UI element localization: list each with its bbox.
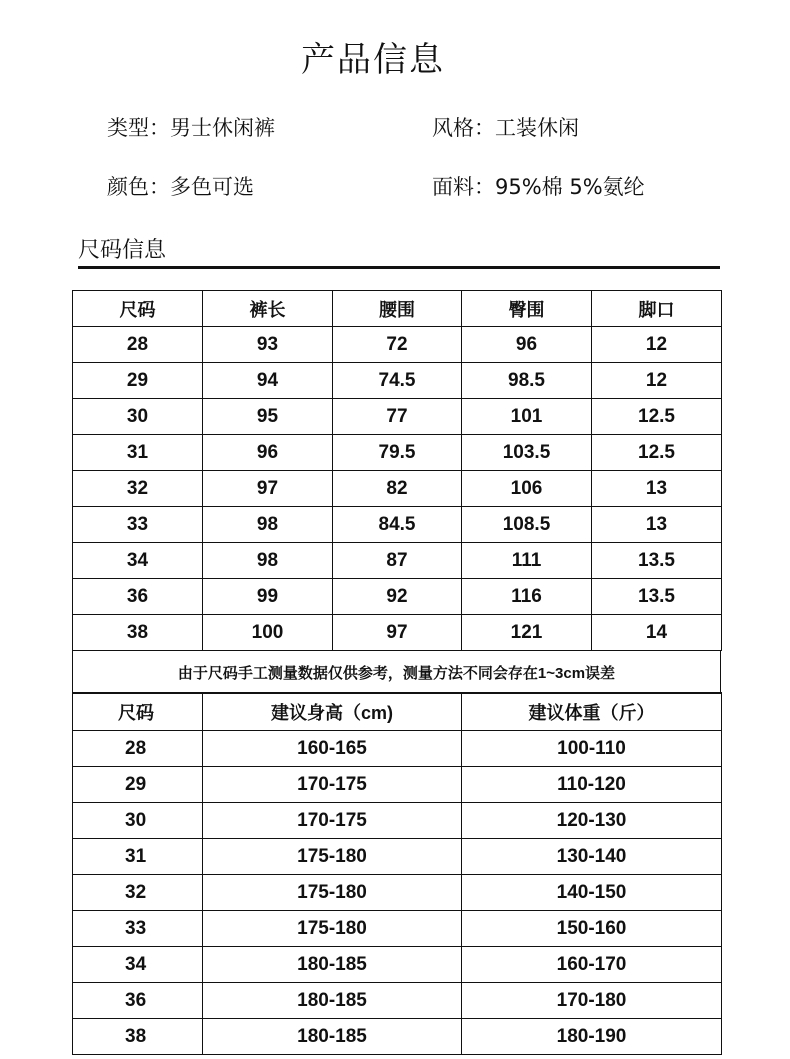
cell-hip: 121 — [462, 615, 592, 651]
cell-size: 33 — [73, 911, 203, 947]
cell-weight: 100-110 — [462, 731, 722, 767]
cell-height: 180-185 — [203, 983, 462, 1019]
cell-height: 175-180 — [203, 911, 462, 947]
size-header-size: 尺码 — [73, 291, 203, 327]
rec-header-size: 尺码 — [73, 693, 203, 731]
cell-height: 170-175 — [203, 803, 462, 839]
cell-size: 38 — [73, 615, 203, 651]
cell-hip: 103.5 — [462, 435, 592, 471]
cell-hip: 106 — [462, 471, 592, 507]
table-row — [73, 471, 722, 507]
cell-length: 93 — [203, 327, 333, 363]
cell-weight: 170-180 — [462, 983, 722, 1019]
cell-weight: 150-160 — [462, 911, 722, 947]
cell-hip: 111 — [462, 543, 592, 579]
table-row — [73, 435, 722, 471]
cell-hem: 13 — [592, 507, 722, 543]
table-row — [73, 731, 722, 767]
table-row — [73, 579, 722, 615]
cell-size: 30 — [73, 803, 203, 839]
table-row — [73, 839, 722, 875]
table-row — [73, 363, 722, 399]
cell-height: 180-185 — [203, 947, 462, 983]
size-header-hip: 臀围 — [462, 291, 592, 327]
rec-header-weight: 建议体重（斤） — [462, 693, 722, 731]
cell-length: 99 — [203, 579, 333, 615]
recommend-table-header-row — [73, 693, 722, 731]
table-row — [73, 803, 722, 839]
rec-header-height: 建议身高（cm) — [203, 693, 462, 731]
info-type: 类型：男士休闲裤 — [107, 116, 275, 140]
cell-height: 170-175 — [203, 767, 462, 803]
cell-hem: 13 — [592, 471, 722, 507]
section-title: 尺码信息 — [78, 233, 720, 269]
size-header-hem: 脚口 — [592, 291, 722, 327]
cell-size: 36 — [73, 983, 203, 1019]
cell-size: 28 — [73, 731, 203, 767]
cell-hem: 12 — [592, 327, 722, 363]
size-table-header-row — [73, 291, 722, 327]
cell-size: 28 — [73, 327, 203, 363]
cell-hip: 101 — [462, 399, 592, 435]
cell-hip: 98.5 — [462, 363, 592, 399]
cell-waist: 82 — [333, 471, 462, 507]
table-row — [73, 947, 722, 983]
cell-size: 36 — [73, 579, 203, 615]
size-header-waist: 腰围 — [333, 291, 462, 327]
cell-hem: 13.5 — [592, 579, 722, 615]
cell-waist: 72 — [333, 327, 462, 363]
cell-length: 96 — [203, 435, 333, 471]
cell-size: 33 — [73, 507, 203, 543]
note-table — [72, 650, 721, 694]
cell-size: 30 — [73, 399, 203, 435]
cell-size: 29 — [73, 767, 203, 803]
cell-weight: 140-150 — [462, 875, 722, 911]
cell-size: 31 — [73, 435, 203, 471]
cell-waist: 97 — [333, 615, 462, 651]
table-row — [73, 911, 722, 947]
cell-length: 98 — [203, 507, 333, 543]
table-row — [73, 327, 722, 363]
table-row — [73, 507, 722, 543]
recommend-table — [72, 692, 722, 1055]
info-fabric: 面料：95%棉 5%氨纶 — [432, 175, 645, 199]
cell-hem: 13.5 — [592, 543, 722, 579]
cell-height: 160-165 — [203, 731, 462, 767]
cell-size: 38 — [73, 1019, 203, 1055]
table-row — [73, 1019, 722, 1055]
cell-hip: 108.5 — [462, 507, 592, 543]
cell-size: 34 — [73, 543, 203, 579]
table-row — [73, 983, 722, 1019]
table-row — [73, 767, 722, 803]
cell-hem: 12.5 — [592, 435, 722, 471]
page-title: 产品信息 — [301, 40, 445, 80]
cell-waist: 84.5 — [333, 507, 462, 543]
cell-hip: 96 — [462, 327, 592, 363]
cell-hem: 12 — [592, 363, 722, 399]
info-color: 颜色：多色可选 — [107, 175, 254, 199]
cell-weight: 130-140 — [462, 839, 722, 875]
cell-weight: 120-130 — [462, 803, 722, 839]
cell-height: 175-180 — [203, 839, 462, 875]
info-style: 风格：工装休闲 — [432, 116, 579, 140]
cell-length: 98 — [203, 543, 333, 579]
table-row — [73, 399, 722, 435]
cell-waist: 79.5 — [333, 435, 462, 471]
measurement-note: 由于尺码手工测量数据仅供参考，测量方法不同会存在1~3cm误差 — [73, 651, 721, 694]
cell-waist: 92 — [333, 579, 462, 615]
size-header-length: 裤长 — [203, 291, 333, 327]
cell-waist: 77 — [333, 399, 462, 435]
cell-waist: 87 — [333, 543, 462, 579]
table-row — [73, 543, 722, 579]
cell-weight: 110-120 — [462, 767, 722, 803]
cell-size: 29 — [73, 363, 203, 399]
cell-waist: 74.5 — [333, 363, 462, 399]
cell-hem: 12.5 — [592, 399, 722, 435]
cell-size: 34 — [73, 947, 203, 983]
cell-hip: 116 — [462, 579, 592, 615]
table-row — [73, 615, 722, 651]
cell-height: 175-180 — [203, 875, 462, 911]
cell-size: 31 — [73, 839, 203, 875]
cell-weight: 180-190 — [462, 1019, 722, 1055]
cell-length: 95 — [203, 399, 333, 435]
cell-length: 94 — [203, 363, 333, 399]
table-row — [73, 875, 722, 911]
cell-height: 180-185 — [203, 1019, 462, 1055]
cell-size: 32 — [73, 875, 203, 911]
cell-length: 100 — [203, 615, 333, 651]
cell-hem: 14 — [592, 615, 722, 651]
size-table — [72, 290, 722, 651]
cell-size: 32 — [73, 471, 203, 507]
cell-weight: 160-170 — [462, 947, 722, 983]
cell-length: 97 — [203, 471, 333, 507]
